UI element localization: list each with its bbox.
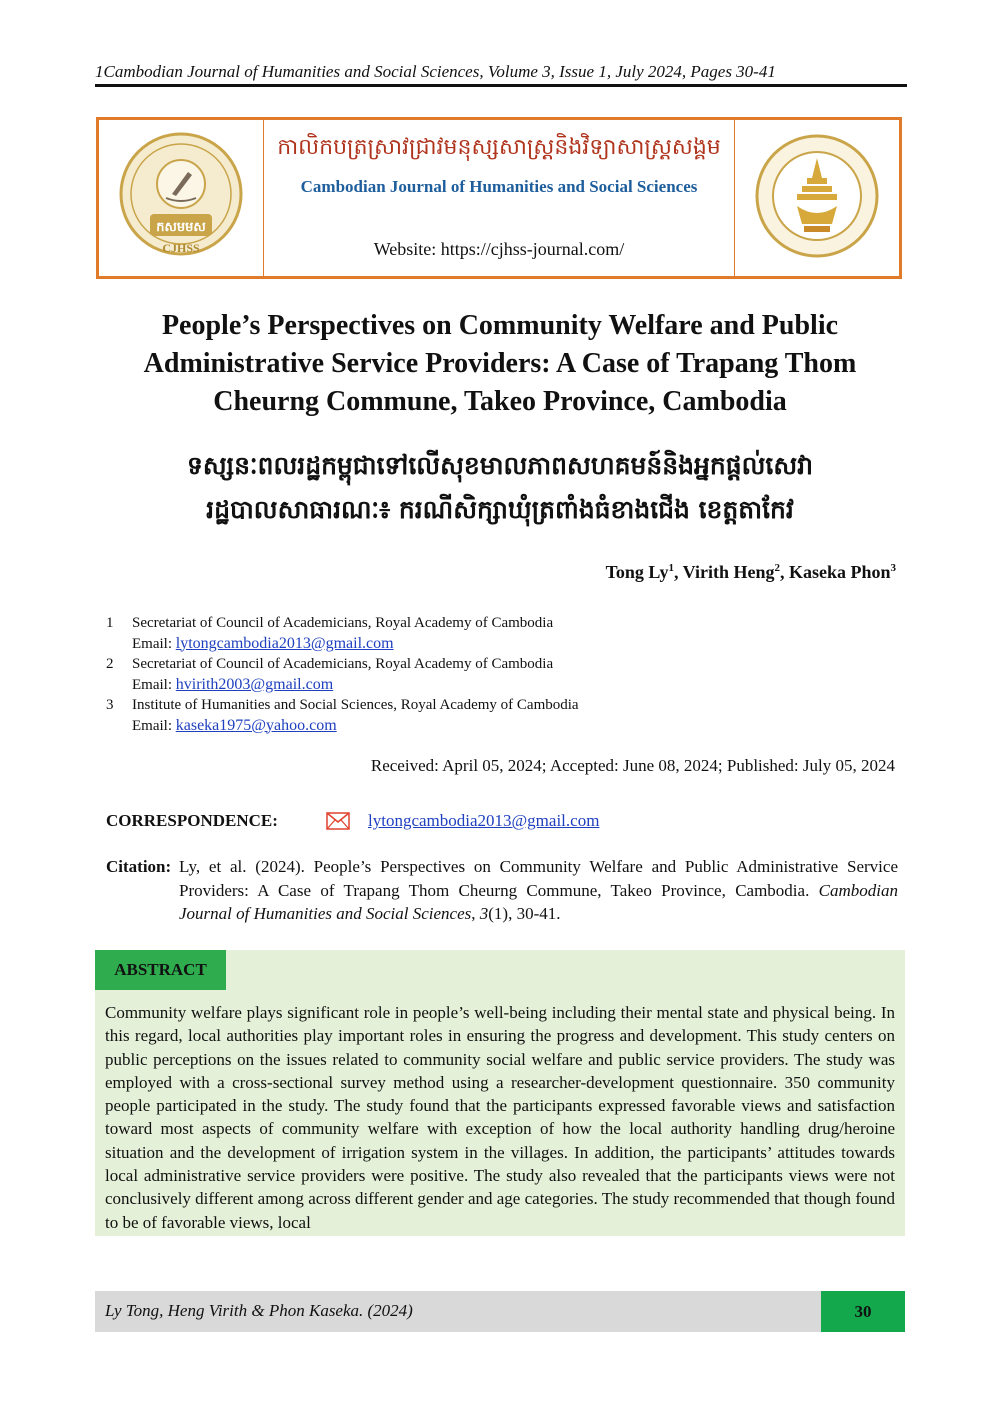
paper-title: People’s Perspectives on Community Welfare and Public Administrative Service Providers: A Case of Trapang Thom Cheurng Commune, Takeo Province, Cambodia — [143, 310, 857, 417]
header-rule — [95, 84, 907, 87]
journal-website[interactable]: Website: https://cjhss-journal.com/ — [373, 239, 625, 259]
svg-text:កសមមស: កសមមស — [156, 220, 206, 235]
abstract-heading: ABSTRACT — [95, 950, 226, 990]
banner-titles — [264, 120, 734, 276]
author-affiliation-mark: 3 — [890, 562, 896, 574]
affiliation-org: Institute of Humanities and Social Sciences, Royal Academy of Cambodia — [132, 697, 579, 713]
citation — [106, 855, 898, 926]
correspondence-label: CORRESPONDENCE: — [106, 811, 278, 830]
author-affiliation-mark: 2 — [774, 562, 780, 574]
affiliation-org: Secretariat of Council of Academicians, Royal Academy of Cambodia — [132, 656, 554, 672]
running-head: 1Cambodian Journal of Humanities and Social Sciences, Volume 3, Issue 1, July 2024, Pages 30-41 — [95, 62, 776, 81]
author-name: Virith Heng — [682, 562, 775, 582]
citation-label: Citation: — [106, 857, 172, 876]
affiliation-email-link[interactable]: lytongcambodia2013@gmail.com — [175, 634, 394, 652]
paper-title-khmer: ទស្សនៈពលរដ្ឋកម្ពុជាទៅលើសុខមាលភាពសហគមន៍និងអ្នកផ្តល់សេវារដ្ឋបាលសាធារណៈ៖ ករណីសិក្សាឃុំត្រពាំងធំខាងជើង ខេត្តតាកែវ — [186, 451, 814, 524]
abstract-text: Community welfare plays significant role in people’s well-being including their mental state and physical being. In this regard, local authorities play important roles in ensuring the progress and development. This study centers on public perceptions on the issues related to community social welfare and public service providers. The study was employed with a cross-sectional survey method using a researcher-development questionnaire. 350 community people participated in the study. The study found that the participants expressed favorable views and satisfaction toward most aspects of community welfare with exception of how the local authority handling drug/heroine situation and the development of irrigation system in the villages. In addition, the participants’ attitudes towards local administrative service providers were positive. The study also revealed that the participants views were not conclusively different among across different gender and age categories. The study recommended that though found to be of favorable views, local — [105, 1003, 895, 1232]
author-name: Tong Ly — [605, 562, 669, 582]
affiliation-item: 2 Secretariat of Council of Academicians, Royal Academy of Cambodia Email: hvirith2003@gmail.com — [106, 656, 554, 693]
affiliation-email-link[interactable]: kaseka1975@yahoo.com — [175, 716, 337, 734]
affiliation-email-link[interactable]: hvirith2003@gmail.com — [175, 675, 334, 693]
author-list: Tong Ly$^1$, Virith Heng$^2$, Kaseka Phon$^3$ — [605, 562, 896, 582]
correspondence-email-link[interactable]: lytongcambodia2013@gmail.com — [368, 811, 600, 830]
affiliation-org: Secretariat of Council of Academicians, Royal Academy of Cambodia — [132, 615, 554, 631]
cjhss-logo — [99, 120, 264, 276]
envelope-icon — [326, 812, 350, 830]
ihss-logo — [734, 120, 899, 276]
affiliation-item: 1 Secretariat of Council of Academicians, Royal Academy of Cambodia Email: lytongcambodia2013@gmail.com — [106, 615, 554, 652]
svg-text:CJHSS: CJHSS — [162, 241, 200, 255]
publication-dates: Received: April 05, 2024; Accepted: June 08, 2024; Published: July 05, 2024 — [370, 756, 895, 775]
affiliation-item: 3 Institute of Humanities and Social Sciences, Royal Academy of Cambodia Email: kaseka1975@yahoo.com — [106, 697, 579, 734]
author-affiliation-mark: 1 — [668, 562, 674, 574]
cjhss-seal-logo-icon — [116, 128, 246, 268]
journal-banner — [96, 117, 902, 279]
author-name: Kaseka Phon — [788, 562, 891, 582]
footer-authors: Ly Tong, Heng Virith & Phon Kaseka. (2024) — [105, 1301, 413, 1320]
affiliations — [106, 613, 906, 736]
correspondence — [106, 810, 599, 832]
page-number: 30 — [821, 1291, 905, 1332]
abstract-section — [95, 950, 905, 1236]
journal-title-khmer: កាលិកបត្រស្រាវជ្រាវមនុស្សសាស្ត្រនិងវិទ្យាសាស្ត្រសង្គម — [277, 135, 721, 160]
citation-text: Ly, et al. (2024). People’s Perspectives on Community Welfare and Public Administrative Service Providers: A Case of Trapang Thom Cheurng Commune, Takeo Province, Cambodia. Cambodian Journal of Humanities and Social Sciences, 3(1), 30-41. — [179, 857, 898, 923]
citation-volume: 3 — [479, 904, 489, 923]
ihss-emblem-logo-icon — [752, 128, 882, 268]
citation-journal: Cambodian Journal of Humanities and Social Sciences — [179, 880, 898, 923]
page-footer — [95, 1291, 905, 1332]
journal-title-english: Cambodian Journal of Humanities and Social Sciences — [300, 177, 698, 196]
